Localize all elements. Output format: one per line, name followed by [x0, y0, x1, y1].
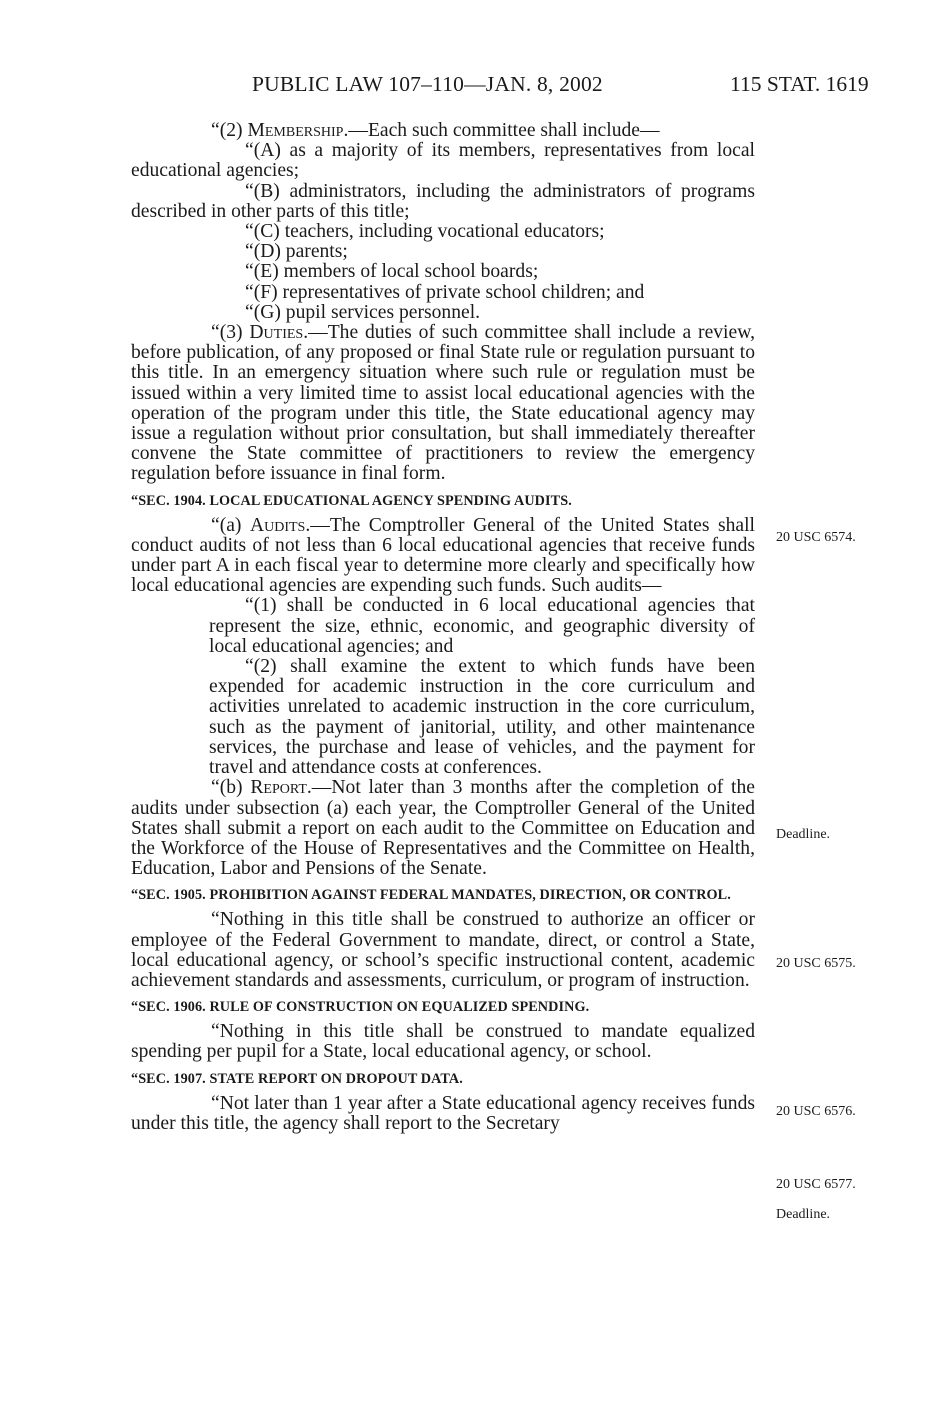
membership-item-d: “(D) parents; [245, 241, 348, 263]
section-heading-1904: “SEC. 1904. LOCAL EDUCATIONAL AGENCY SPENDING AUDITS. [131, 492, 572, 509]
membership-item-a: “(A) as a majority of its members, representatives from local educational agencies; [131, 140, 755, 182]
paragraph-1906: “Nothing in this title shall be construed to mandate equalized spending per pupil for a State, local educational agency, or school. [131, 1021, 755, 1063]
report-prefix: “(b) [211, 777, 251, 799]
report-caption: Report [250, 777, 307, 799]
paragraph-audits [131, 516, 755, 597]
margin-note-deadline-report: Deadline. [776, 827, 831, 842]
membership-text: .—Each such committee shall include— [343, 120, 660, 141]
audits-text: .—The Comptroller General of the United States shall conduct audits of not less than 6 local educational agencies that receive funds under part A in each fiscal year to determine more clearly and specifically how local educational agencies are expending such funds. Such audits— [131, 514, 755, 597]
document-body [131, 121, 755, 1134]
audits-item-1: “(1) shall be conducted in 6 local educational agencies that represent the size, ethnic, economic, and geographic diversity of local educational agencies; and [209, 595, 755, 657]
section-heading-1906: “SEC. 1906. RULE OF CONSTRUCTION ON EQUALIZED SPENDING. [131, 999, 590, 1016]
membership-item-f: “(F) representatives of private school children; and [245, 281, 645, 303]
paragraph-1907: “Not later than 1 year after a State educational agency receives funds under this title, the agency shall report to the Secretary [131, 1092, 755, 1134]
duties-caption: Duties [249, 322, 304, 344]
margin-note-usc-6577: 20 USC 6577. [776, 1177, 856, 1192]
membership-caption: Membership [247, 120, 344, 141]
section-heading-1907: “SEC. 1907. STATE REPORT ON DROPOUT DATA. [131, 1070, 463, 1087]
running-header-title: PUBLIC LAW 107–110—JAN. 8, 2002 [252, 72, 603, 96]
duties-prefix: “(3) [211, 322, 250, 344]
margin-note-usc-6574: 20 USC 6574. [776, 530, 856, 545]
paragraph-membership [131, 121, 755, 141]
margin-note-usc-6575: 20 USC 6575. [776, 956, 856, 971]
duties-text: .—The duties of such committee shall include a review, before publication, of any proposed or final State rule or regulation pursuant to this title. In an emergency situation where such rule or regulation must be issued within a very limited time to assist local educational agencies with the operation of the program under this title, the State educational agency may issue a regulation without prior consultation, but shall immediately thereafter convene the State committee of practitioners to review the emergency regulation before issuance in final form. [131, 322, 755, 485]
paragraph-1905: “Nothing in this title shall be construed to authorize an officer or employee of the Federal Government to mandate, direct, or control a State, local educational agency, or school’s specific instructional content, academic achievement standards and assessments, curriculum, or program of instruction. [131, 909, 755, 991]
audits-prefix: “(a) [211, 514, 250, 536]
paragraph-duties [131, 323, 755, 485]
membership-item-e: “(E) members of local school boards; [245, 261, 539, 283]
margin-note-usc-6576: 20 USC 6576. [776, 1104, 856, 1119]
membership-item-g: “(G) pupil services personnel. [245, 301, 481, 323]
audits-item-2: “(2) shall examine the extent to which funds have been expended for academic instruction in the core curriculum and activities unrelated to academic instruction in the core curriculum, such as the payment of janitorial, utility, and other maintenance services, the purchase and lease of vehicles, and the payment for travel and attendance costs at conferences. [209, 656, 755, 779]
report-text: .—Not later than 3 months after the completion of the audits under subsection (a) each year, the Comptroller General of the United States shall submit a report on each audit to the Committee on Education and the Workforce of the House of Representatives and the Committee on Health, Education, Labor and Pensions of the Senate. [131, 777, 755, 880]
audits-caption: Audits [249, 514, 306, 536]
membership-item-b: “(B) administrators, including the administrators of programs described in other parts of this title; [131, 180, 755, 222]
running-header-page: 115 STAT. 1619 [730, 72, 869, 96]
margin-note-deadline-dropout: Deadline. [776, 1207, 831, 1222]
membership-item-c: “(C) teachers, including vocational educators; [245, 221, 605, 243]
membership-prefix: “(2) [211, 120, 248, 141]
section-heading-1905: “SEC. 1905. PROHIBITION AGAINST FEDERAL MANDATES, DIRECTION, OR CONTROL. [131, 887, 731, 904]
paragraph-report [131, 778, 755, 879]
